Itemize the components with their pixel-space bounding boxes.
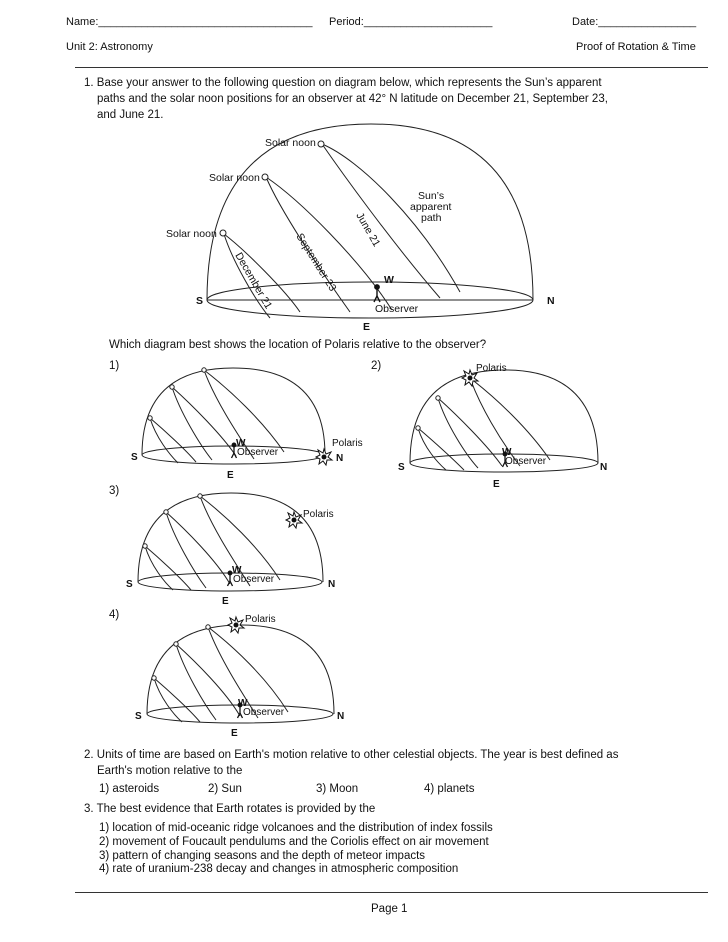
- option-1-east: E: [227, 470, 234, 481]
- solar-noon-label-1: Solar noon: [265, 137, 316, 149]
- option-4-observer-label: Observer: [243, 707, 285, 718]
- option-2-observer-label: Observer: [505, 456, 547, 467]
- page-number: Page 1: [371, 903, 408, 915]
- q1-line2: paths and the solar noon positions for an observer at 42° N latitude on December 21, September 23,: [97, 93, 608, 105]
- option-4-north: N: [337, 711, 345, 722]
- option-4-east: E: [231, 728, 238, 739]
- option-3-polaris-label: Polaris: [303, 509, 334, 520]
- south-label: S: [196, 295, 204, 307]
- option-4-number[interactable]: 4): [109, 609, 120, 621]
- observer-label: Observer: [375, 303, 419, 315]
- option-3-east: E: [222, 596, 229, 607]
- solar-noon-september: [262, 174, 268, 180]
- sun-path-label-1: Sun’s: [418, 190, 445, 202]
- option-3-south: S: [126, 579, 133, 590]
- q2-choice-4[interactable]: 4) planets: [424, 783, 475, 795]
- option-4-south: S: [135, 711, 142, 722]
- option-2-polaris-label: Polaris: [476, 363, 507, 374]
- q1-line3: and June 21.: [97, 109, 164, 121]
- june-label: June 21: [353, 210, 383, 249]
- solar-noon-label-3: Solar noon: [166, 228, 217, 240]
- unit-title: Unit 2: Astronomy: [66, 41, 153, 53]
- option-2-number[interactable]: 2): [371, 360, 382, 372]
- q1-subquestion: Which diagram best shows the location of Polaris relative to the observer?: [109, 339, 487, 351]
- option-1-south: S: [131, 452, 138, 463]
- north-label: N: [547, 295, 555, 307]
- option-3-west: W: [232, 565, 242, 576]
- december-label: December 21: [232, 250, 275, 312]
- q2-choice-2[interactable]: 2) Sun: [208, 783, 242, 795]
- option-2-north: N: [600, 462, 608, 473]
- sun-path-label-3: path: [421, 212, 442, 224]
- q2-line1: 2. Units of time are based on Earth's motion relative to other celestial objects. The year is best defined as: [84, 749, 619, 761]
- option-1-polaris-star: [316, 449, 332, 465]
- option-2-east: E: [493, 479, 500, 490]
- option-1-number[interactable]: 1): [109, 360, 120, 372]
- option-1-north: N: [336, 453, 344, 464]
- option-1-polaris-label: Polaris: [332, 438, 363, 449]
- topic-title: Proof of Rotation & Time: [576, 41, 696, 53]
- footer-divider: [75, 892, 708, 893]
- solar-noon-december: [220, 230, 226, 236]
- option-3-number[interactable]: 3): [109, 485, 120, 497]
- observer-icon: [374, 285, 380, 302]
- option-3-observer-label: Observer: [233, 574, 275, 585]
- q2-choice-1[interactable]: 1) asteroids: [99, 783, 160, 795]
- q3-choice-2[interactable]: 2) movement of Foucault pendulums and the Coriolis effect on air movement: [99, 836, 489, 848]
- solar-noon-june: [318, 141, 324, 147]
- option-1-observer-label: Observer: [237, 447, 279, 458]
- option-3-north: N: [328, 579, 336, 590]
- option-4-polaris-label: Polaris: [245, 614, 276, 625]
- q3-choice-4[interactable]: 4) rate of uranium-238 decay and changes in atmospheric composition: [99, 863, 459, 875]
- sun-path-label-2: apparent: [410, 201, 452, 213]
- q1-line1: 1. Base your answer to the following question on diagram below, which represents the Sun’s apparent: [84, 77, 602, 89]
- east-label: E: [363, 321, 371, 333]
- q3-choice-1[interactable]: 1) location of mid-oceanic ridge volcanoes and the distribution of index fossils: [99, 822, 493, 834]
- option-4-west: W: [238, 698, 248, 709]
- solar-noon-label-2: Solar noon: [209, 172, 260, 184]
- q2-choice-3[interactable]: 3) Moon: [316, 783, 359, 795]
- option-1-west: W: [236, 438, 246, 449]
- q2-line2: Earth's motion relative to the: [97, 765, 243, 777]
- date-field[interactable]: Date:________________: [572, 16, 697, 28]
- period-field[interactable]: Period:_____________________: [329, 16, 493, 28]
- west-label: W: [384, 274, 394, 286]
- september-label: September 23: [293, 231, 339, 294]
- option-2-south: S: [398, 462, 405, 473]
- q3-line1: 3. The best evidence that Earth rotates is provided by the: [84, 803, 376, 815]
- name-field[interactable]: Name:___________________________________: [66, 16, 313, 28]
- q3-choice-3[interactable]: 3) pattern of changing seasons and the depth of meteor impacts: [99, 850, 426, 862]
- option-2-west: W: [502, 447, 512, 458]
